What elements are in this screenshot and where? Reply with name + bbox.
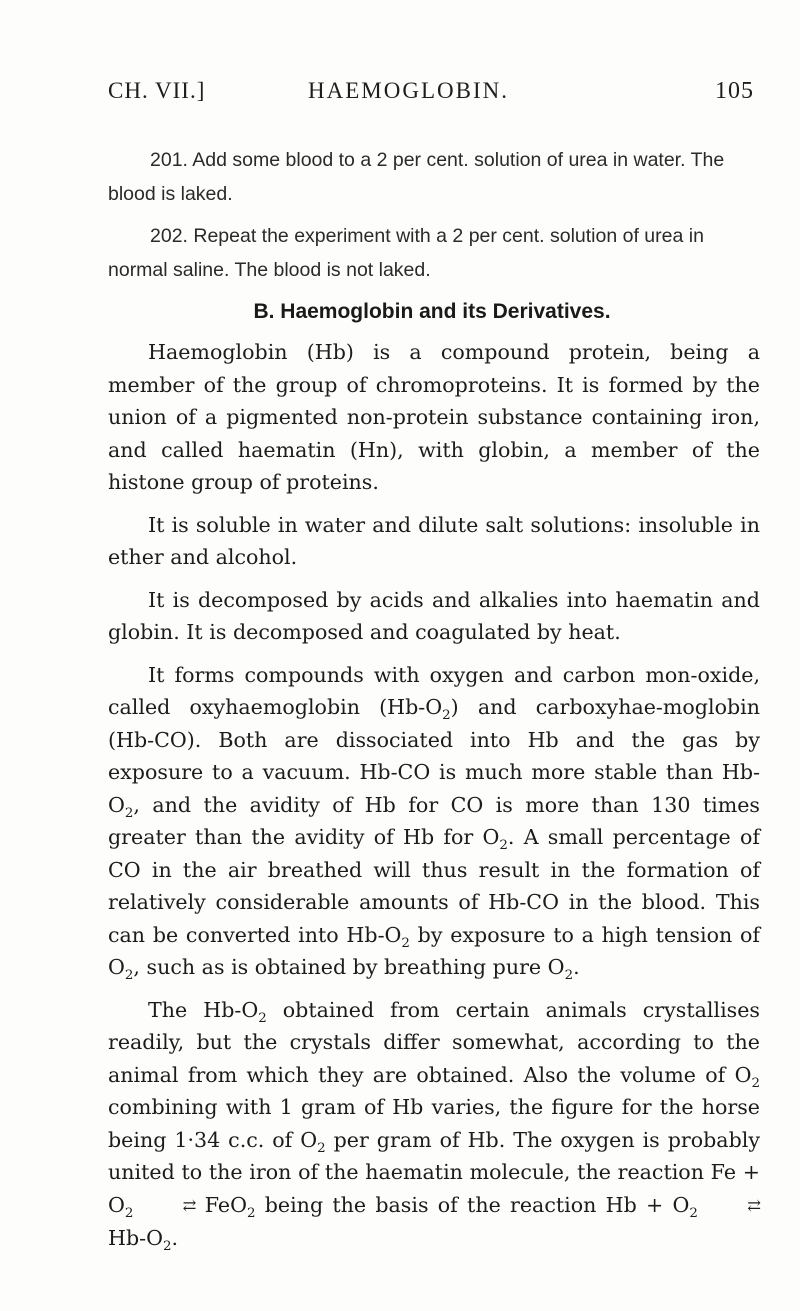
experiment-number: 201. xyxy=(150,149,188,171)
paragraph: Haemoglobin (Hb) is a compound protein, being a member of the group of chromoproteins. It is formed by the union of a pigmented non-protein substance containing iron, and called haematin (Hn), with globin, a member of the histone group of proteins. xyxy=(108,340,760,494)
running-title: HAEMOGLOBIN. xyxy=(308,78,509,103)
experiment-202 xyxy=(108,219,756,287)
equilibrium-arrow: ⇄ xyxy=(747,1195,760,1215)
paragraph: It forms compounds with oxygen and carbon mon-oxide, called oxyhaemoglobin $(Hb-O_2)$ and carboxyhae-moglobin (Hb-CO). Both are dissociated into Hb and the gas by exposure to a vacuum. Hb-CO is much more stable than $Hb-O_2$, and the avidity of Hb for CO is more than 130 times greater than the avidity of Hb for $O_2$. A small percentage of CO in the air breathed will thus result in the formation of relatively considerable amounts of Hb-CO in the blood. This can be converted into $Hb-O_2$ by exposure to a high tension of $O_2$, such as is obtained by breathing pure $O_2$. xyxy=(108,662,761,984)
experiment-text: Add some blood to a 2 per cent. solution of urea in water. The blood is laked. xyxy=(108,149,725,205)
page-number: 105 xyxy=(715,78,754,104)
paragraph: The $Hb-O_2$ obtained from certain animals crystallises readily, but the crystals differ somewhat, according to the animal from which they are obtained. Also the volume of $O_2$ combining with 1 gram of Hb varies, the figure for the horse being 1·34 c.c. of $O_2$ per gram of Hb. The oxygen is probably united to the iron of the haematin molecule, the reaction $Fe + O_2$ ⇄ FeO$_2$ being the basis of the reaction $Hb + O_2$ ⇄ $Hb-O_2$. xyxy=(108,997,760,1255)
paragraph: It is soluble in water and dilute salt solutions: insoluble in ether and alcohol. xyxy=(108,512,760,569)
experiment-text: Repeat the experiment with a 2 per cent. solution of urea in normal saline. The blood is not laked. xyxy=(108,225,704,281)
body-text xyxy=(108,336,760,1255)
paragraph: It is decomposed by acids and alkalies into haematin and globin. It is decomposed and coagulated by heat. xyxy=(108,587,760,644)
section-heading: B. Haemoglobin and its Derivatives. xyxy=(253,300,611,323)
experiment-number: 202. xyxy=(150,225,188,247)
chapter-label: CH. VII.] xyxy=(108,78,206,103)
running-header xyxy=(108,78,754,108)
equilibrium-arrow: ⇄ xyxy=(182,1195,196,1215)
experiment-201 xyxy=(108,143,756,211)
